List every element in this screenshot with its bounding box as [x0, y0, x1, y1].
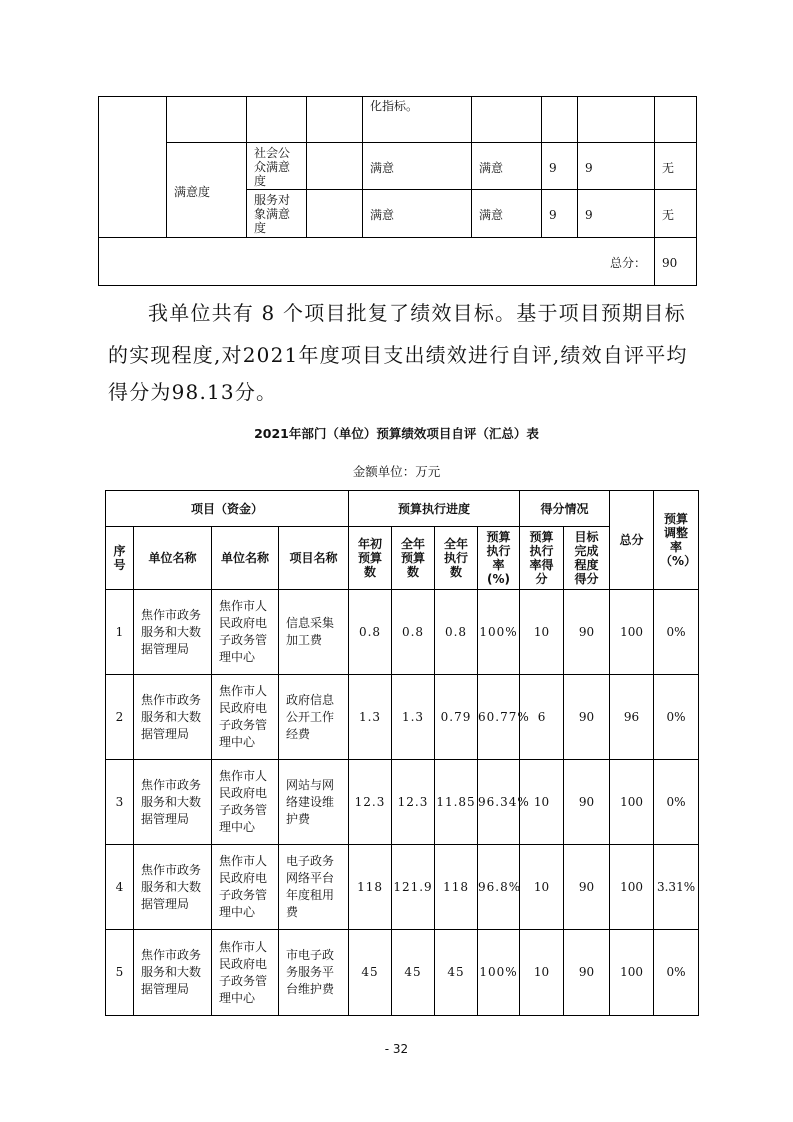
total-label: 总分：	[610, 256, 647, 270]
adjust-rate-cell: 3.31%	[654, 845, 699, 930]
seq-cell: 5	[106, 930, 134, 1016]
exec-rate-cell: 60.77%	[478, 675, 520, 760]
project-name-cell: 电子政务网络平台年度租用费	[279, 845, 349, 930]
progress-group-header: 预算执行进度	[349, 491, 520, 527]
project-name-cell: 政府信息公开工作经费	[279, 675, 349, 760]
adjust-rate-cell: 0%	[654, 590, 699, 675]
unit-name-cell: 焦作市政务服务和大数据管理局	[134, 760, 212, 845]
score-group-header: 得分情况	[520, 491, 610, 527]
initial-budget-cell: 45	[349, 930, 392, 1016]
unit-name-cell: 焦作市人民政府电子政务管理中心	[212, 930, 279, 1016]
unit-name-cell: 焦作市人民政府电子政务管理中心	[212, 675, 279, 760]
annual-budget-cell: 121.9	[392, 845, 435, 930]
exec-score-header: 预算执行率得分	[520, 527, 564, 590]
target-value: 满意	[370, 161, 395, 175]
goal-score-cell: 90	[564, 845, 610, 930]
remark-value: 无	[662, 161, 675, 175]
initial-budget-header: 年初预算数	[349, 527, 392, 590]
target-value: 满意	[370, 208, 395, 222]
annual-exec-cell: 118	[435, 845, 478, 930]
exec-score-cell: 10	[520, 590, 564, 675]
annual-exec-cell: 11.85	[435, 760, 478, 845]
exec-rate-header: 预算执行率(%)	[478, 527, 520, 590]
unit-name-cell: 焦作市人民政府电子政务管理中心	[212, 845, 279, 930]
adjust-rate-cell: 0%	[654, 760, 699, 845]
unit-name-header: 单位名称	[212, 527, 279, 590]
project-name-cell: 网站与网络建设维护费	[279, 760, 349, 845]
score-value: 9	[585, 208, 593, 222]
initial-budget-cell: 12.3	[349, 760, 392, 845]
unit-name-cell: 焦作市政务服务和大数据管理局	[134, 845, 212, 930]
exec-score-cell: 10	[520, 930, 564, 1016]
score-value: 9	[585, 161, 593, 175]
seq-cell: 4	[106, 845, 134, 930]
total-score-cell: 100	[610, 930, 654, 1016]
summary-paragraph-line: 得分为98.13分。	[108, 380, 278, 404]
adjust-rate-header: 预算调整率（%）	[654, 491, 699, 590]
summary-paragraph-line: 我单位共有 8 个项目批复了绩效目标。基于项目预期目标	[148, 301, 686, 325]
unit-name-cell: 焦作市人民政府电子政务管理中心	[212, 760, 279, 845]
goal-score-cell: 90	[564, 590, 610, 675]
indicator-table-continuation	[98, 96, 697, 286]
table-row	[106, 845, 699, 930]
project-name-header: 项目名称	[279, 527, 349, 590]
seq-cell: 3	[106, 760, 134, 845]
adjust-rate-cell: 0%	[654, 675, 699, 760]
total-score-cell: 100	[610, 760, 654, 845]
exec-score-cell: 10	[520, 760, 564, 845]
unit-name-cell: 焦作市政务服务和大数据管理局	[134, 590, 212, 675]
remark-value: 无	[662, 208, 675, 222]
total-score-cell: 100	[610, 845, 654, 930]
project-name-cell: 市电子政务服务平台维护费	[279, 930, 349, 1016]
indicator-name: 社会公众满意度	[254, 146, 291, 188]
page-number: - 32	[384, 1042, 409, 1056]
goal-score-cell: 90	[564, 930, 610, 1016]
unit-name-cell: 焦作市人民政府电子政务管理中心	[212, 590, 279, 675]
table-row	[106, 760, 699, 845]
seq-cell: 2	[106, 675, 134, 760]
exec-rate-cell: 96.34%	[478, 760, 520, 845]
exec-rate-cell: 96.8%	[478, 845, 520, 930]
initial-budget-cell: 118	[349, 845, 392, 930]
annual-budget-cell: 1.3	[392, 675, 435, 760]
table-row	[106, 590, 699, 675]
amount-unit: 金额单位：万元	[352, 464, 441, 479]
weight-value: 9	[549, 161, 557, 175]
exec-score-cell: 6	[520, 675, 564, 760]
table-row	[106, 930, 699, 1016]
actual-value: 满意	[479, 208, 504, 222]
table-caption: 2021年部门（单位）预算绩效项目自评（汇总）表	[254, 426, 539, 441]
indicator-name: 服务对象满意度	[254, 193, 291, 235]
unit-name-header: 单位名称	[134, 527, 212, 590]
annual-exec-header: 全年执行数	[435, 527, 478, 590]
seq-cell: 1	[106, 590, 134, 675]
total-value: 90	[662, 256, 678, 270]
annual-exec-cell: 0.8	[435, 590, 478, 675]
annual-budget-cell: 45	[392, 930, 435, 1016]
annual-exec-cell: 0.79	[435, 675, 478, 760]
goal-score-header: 目标完成程度得分	[564, 527, 610, 590]
seq-header: 序号	[106, 527, 134, 590]
actual-value: 满意	[479, 161, 504, 175]
project-name-cell: 信息采集加工费	[279, 590, 349, 675]
total-score-cell: 96	[610, 675, 654, 760]
project-group-header: 项目（资金）	[106, 491, 349, 527]
goal-score-cell: 90	[564, 760, 610, 845]
exec-rate-cell: 100%	[478, 930, 520, 1016]
annual-budget-cell: 12.3	[392, 760, 435, 845]
annual-exec-cell: 45	[435, 930, 478, 1016]
exec-score-cell: 10	[520, 845, 564, 930]
annual-budget-cell: 0.8	[392, 590, 435, 675]
adjust-rate-cell: 0%	[654, 930, 699, 1016]
weight-value: 9	[549, 208, 557, 222]
unit-name-cell: 焦作市政务服务和大数据管理局	[134, 930, 212, 1016]
satisfaction-label: 满意度	[174, 185, 211, 199]
indicator-value-cell: 化指标。	[370, 99, 419, 113]
performance-summary-table	[105, 490, 699, 1016]
total-score-cell: 100	[610, 590, 654, 675]
initial-budget-cell: 0.8	[349, 590, 392, 675]
summary-paragraph-line: 的实现程度,对2021年度项目支出绩效进行自评,绩效自评平均	[108, 343, 688, 367]
total-header: 总分	[610, 491, 654, 590]
annual-budget-header: 全年预算数	[392, 527, 435, 590]
unit-name-cell: 焦作市政务服务和大数据管理局	[134, 675, 212, 760]
initial-budget-cell: 1.3	[349, 675, 392, 760]
exec-rate-cell: 100%	[478, 590, 520, 675]
goal-score-cell: 90	[564, 675, 610, 760]
group-header-row	[106, 491, 699, 527]
table-row	[106, 675, 699, 760]
